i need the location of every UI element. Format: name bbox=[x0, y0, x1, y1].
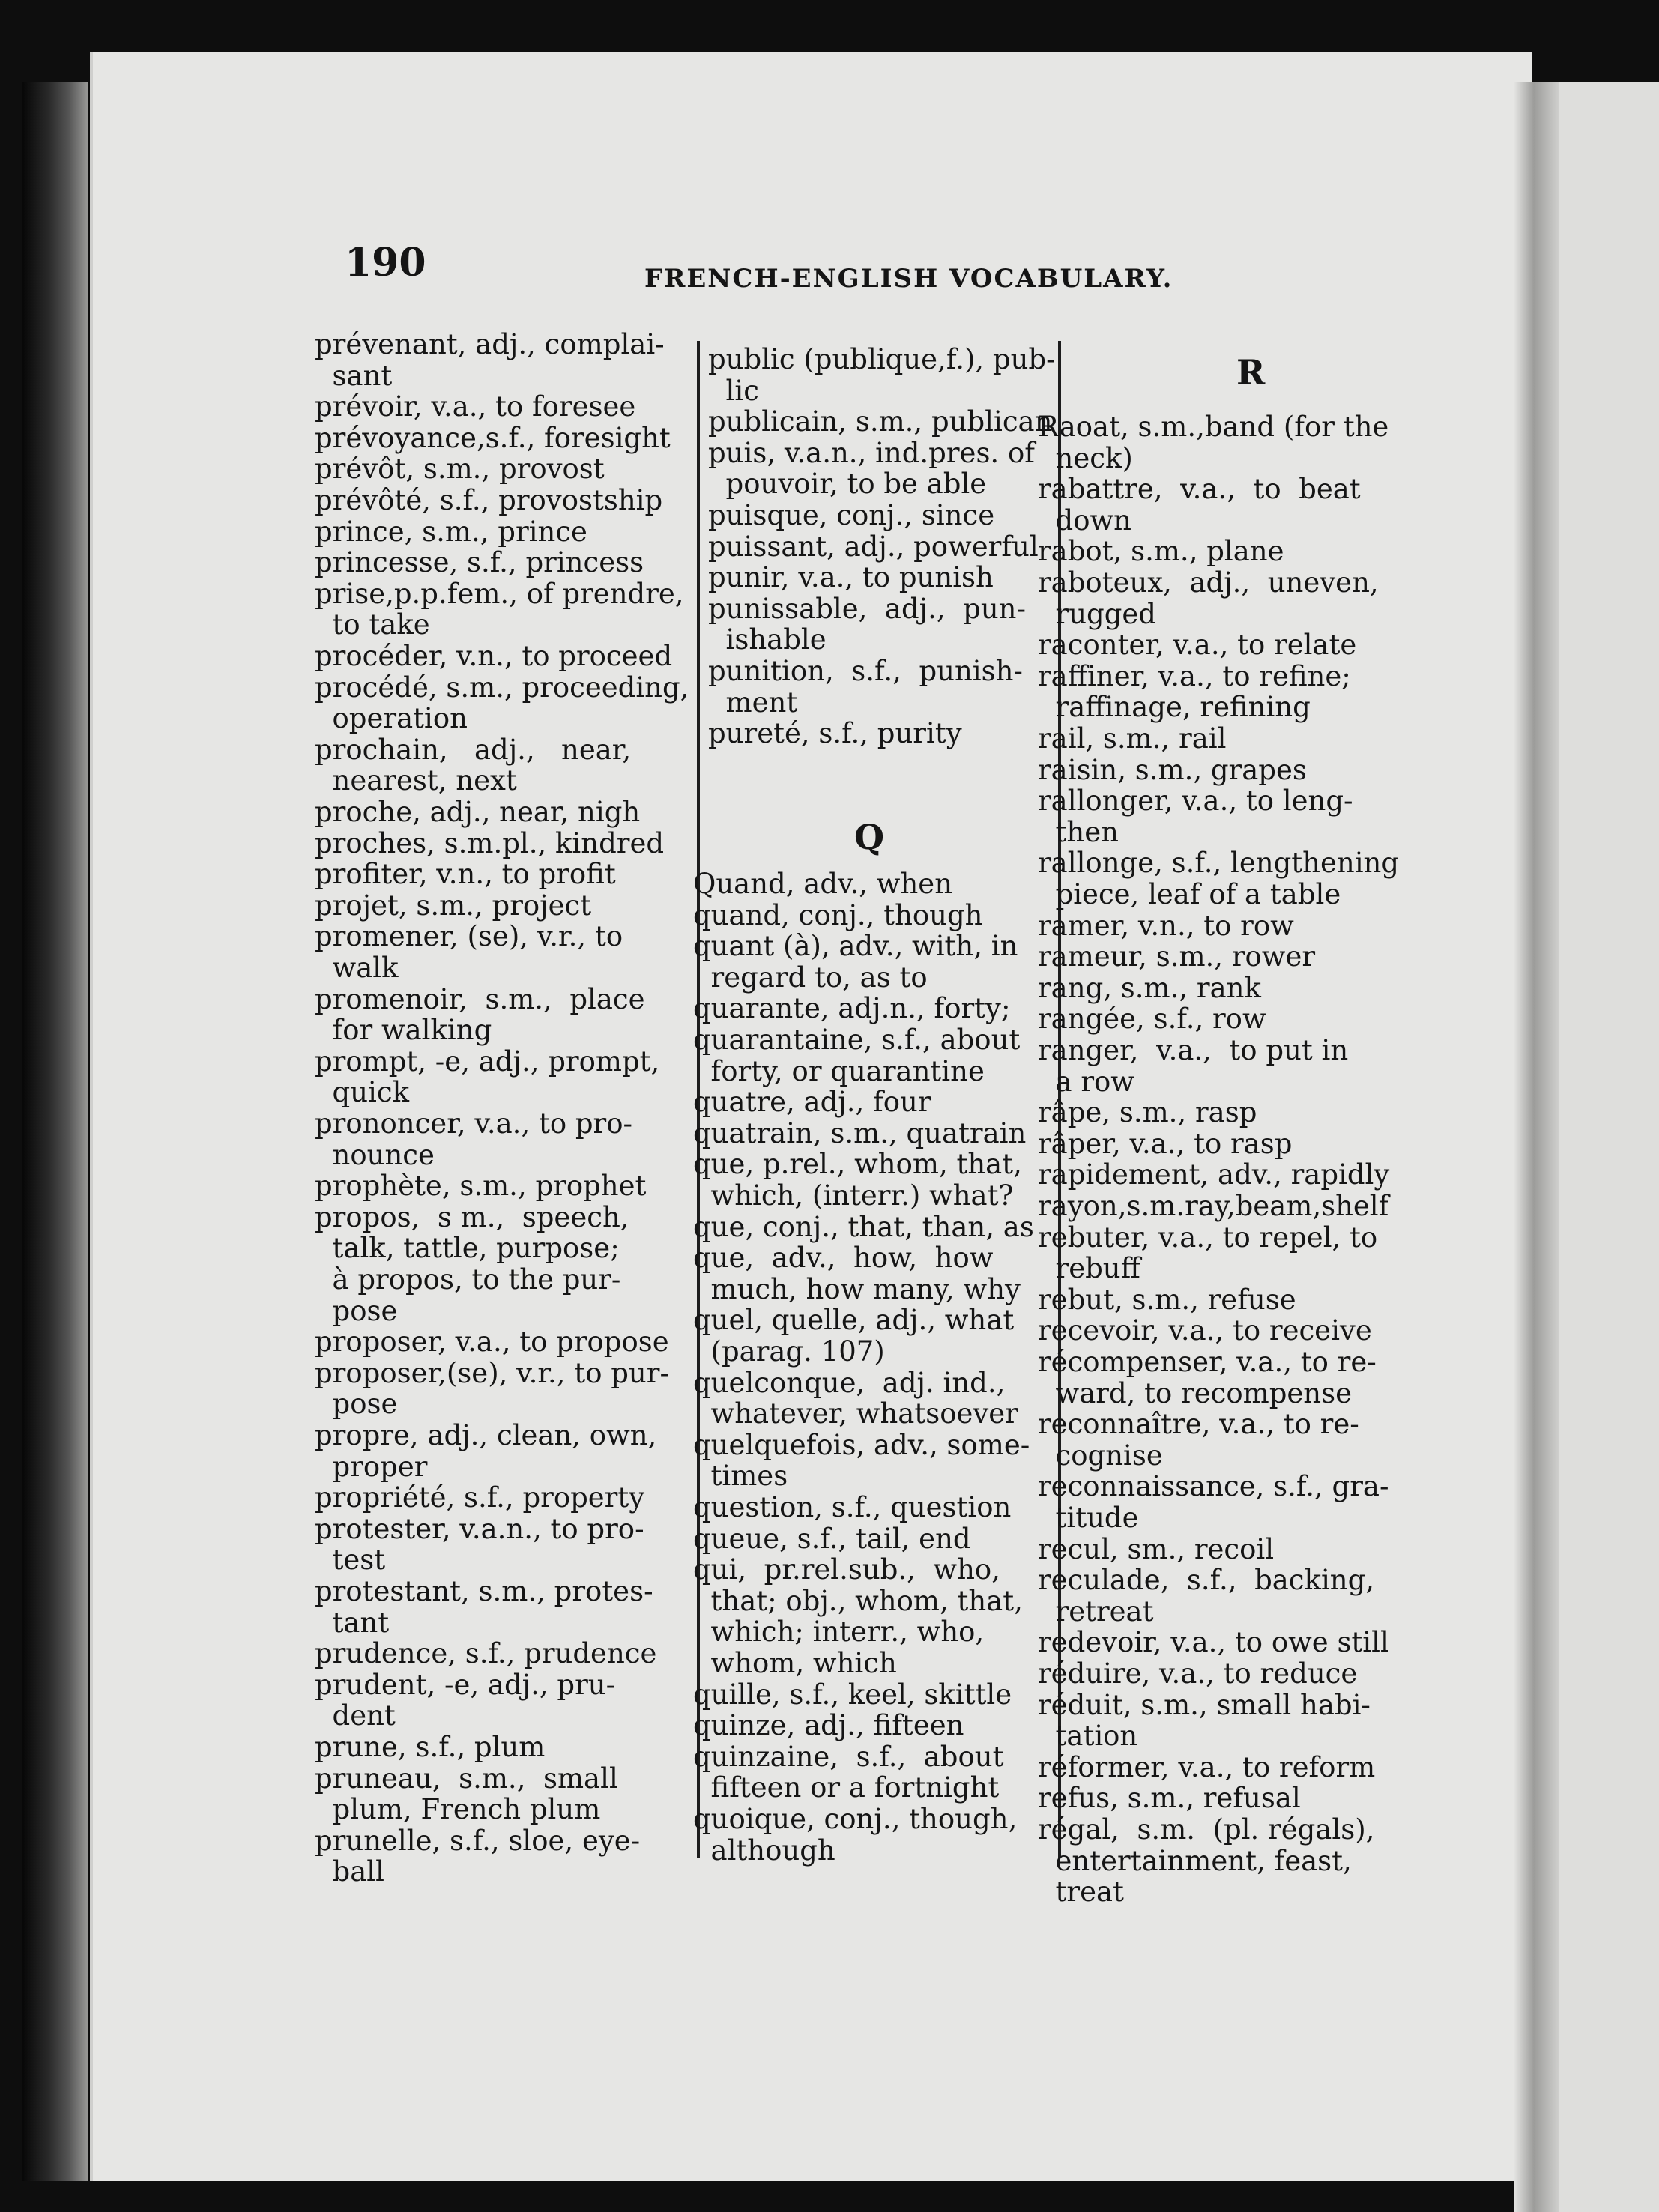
entry-line: rebuff bbox=[1038, 1252, 1140, 1285]
entry-line: puissant, adj., powerful bbox=[708, 530, 1039, 563]
entry-line: Raoat, s.m.,band (for the bbox=[1038, 411, 1389, 443]
entry-line: talk, tattle, purpose; bbox=[315, 1232, 620, 1265]
entry-line: râper, v.a., to rasp bbox=[1038, 1127, 1293, 1160]
entry-line: recul, sm., recoil bbox=[1038, 1532, 1275, 1565]
entry-line: quinzaine, s.f., about bbox=[693, 1740, 1004, 1773]
running-head: FRENCH-ENGLISH VOCABULARY. bbox=[644, 264, 1173, 294]
entry-line: which; interr., who, bbox=[693, 1616, 985, 1649]
entry-line: prunelle, s.f., sloe, eye- bbox=[315, 1824, 641, 1857]
entry-line: rameur, s.m., rower bbox=[1038, 940, 1316, 973]
entry-line: for walking bbox=[315, 1014, 492, 1047]
entry-line: prise,p.p.fem., of prendre, bbox=[315, 577, 684, 610]
entry-line: prudence, s.f., prudence bbox=[315, 1637, 657, 1670]
entry-line: (parag. 107) bbox=[693, 1335, 885, 1368]
entry-line: nearest, next bbox=[315, 764, 517, 797]
entry-line: que, conj., that, than, as bbox=[693, 1210, 1034, 1243]
entry-line: dent bbox=[315, 1699, 396, 1732]
entry-line: prévoyance,s.f., foresight bbox=[315, 421, 671, 454]
entry-line: test bbox=[315, 1544, 386, 1577]
entry-line: ment bbox=[708, 686, 798, 719]
entry-line: prochain, adj., near, bbox=[315, 733, 632, 766]
entry-line: ward, to recompense bbox=[1038, 1377, 1353, 1409]
entry-line: nounce bbox=[315, 1138, 435, 1171]
entry-line: quille, s.f., keel, skittle bbox=[693, 1678, 1012, 1711]
entry-line: proposer,(se), v.r., to pur- bbox=[315, 1356, 669, 1389]
entry-line: recevoir, v.a., to receive bbox=[1038, 1314, 1372, 1347]
entry-line: prononcer, v.a., to pro- bbox=[315, 1107, 633, 1140]
entry-line: that; obj., whom, that, bbox=[693, 1584, 1023, 1617]
entry-line: proposer, v.a., to propose bbox=[315, 1326, 669, 1359]
entry-line: raffiner, v.a., to refine; bbox=[1038, 659, 1351, 692]
entry-line: quoique, conj., though, bbox=[693, 1803, 1018, 1835]
entry-line: que, p.rel., whom, that, bbox=[693, 1148, 1022, 1181]
page-gutter bbox=[1514, 82, 1559, 2212]
entry-line: réduit, s.m., small habi- bbox=[1038, 1688, 1371, 1721]
entry-line: rail, s.m., rail bbox=[1038, 722, 1227, 755]
entry-line: publicain, s.m., publican bbox=[708, 405, 1053, 438]
entry-line: retreat bbox=[1038, 1595, 1154, 1628]
entry-line: to take bbox=[315, 608, 430, 641]
entry-line: redevoir, v.a., to owe still bbox=[1038, 1626, 1389, 1659]
entry-line: prudent, -e, adj., pru- bbox=[315, 1668, 616, 1701]
entry-line: quatrain, s.m., quatrain bbox=[693, 1116, 1027, 1149]
entry-line: punissable, adj., pun- bbox=[708, 592, 1027, 625]
section-letter-r: R bbox=[1236, 352, 1266, 393]
entry-line: reconnaissance, s.f., gra- bbox=[1038, 1470, 1389, 1503]
entry-line: sant bbox=[315, 359, 393, 392]
entry-line: ramer, v.n., to row bbox=[1038, 909, 1294, 942]
entry-line: quel, quelle, adj., what bbox=[693, 1304, 1015, 1337]
entry-line: quarantaine, s.f., about bbox=[693, 1024, 1021, 1056]
entry-line: rallonge, s.f., lengthening bbox=[1038, 847, 1400, 880]
entry-line: propos, s m., speech, bbox=[315, 1200, 629, 1233]
entry-line: propre, adj., clean, own, bbox=[315, 1419, 657, 1451]
entry-line: quelconque, adj. ind., bbox=[693, 1366, 1006, 1399]
entry-line: reconnaître, v.a., to re- bbox=[1038, 1408, 1359, 1441]
entry-line: quinze, adj., fifteen bbox=[693, 1709, 964, 1742]
entry-line: raconter, v.a., to relate bbox=[1038, 629, 1357, 662]
entry-line: Quand, adv., when bbox=[693, 868, 953, 900]
entry-line: rangée, s.f., row bbox=[1038, 1003, 1266, 1036]
entry-line: whatever, whatsoever bbox=[693, 1397, 1018, 1430]
entry-line: prince, s.m., prince bbox=[315, 515, 587, 548]
entry-line: reculade, s.f., backing, bbox=[1038, 1564, 1375, 1597]
entry-line: punir, v.a., to punish bbox=[708, 561, 994, 594]
entry-line: profiter, v.n., to profit bbox=[315, 858, 616, 891]
section-letter-q: Q bbox=[854, 817, 885, 857]
entry-line: operation bbox=[315, 702, 468, 735]
entry-line: protester, v.a.n., to pro- bbox=[315, 1512, 644, 1545]
entry-line: projet, s.m., project bbox=[315, 889, 592, 922]
entry-line: prévôt, s.m., provost bbox=[315, 453, 605, 486]
entry-line: although bbox=[693, 1834, 835, 1867]
entry-line: treat bbox=[1038, 1876, 1124, 1909]
entry-line: réduire, v.a., to reduce bbox=[1038, 1658, 1358, 1690]
entry-line: râpe, s.m., rasp bbox=[1038, 1096, 1257, 1129]
entry-line: cognise bbox=[1038, 1439, 1163, 1472]
entry-line: question, s.f., question bbox=[693, 1491, 1012, 1523]
entry-line: proches, s.m.pl., kindred bbox=[315, 827, 665, 859]
entry-line: procédé, s.m., proceeding, bbox=[315, 671, 689, 704]
entry-line: rang, s.m., rank bbox=[1038, 971, 1261, 1004]
entry-line: tant bbox=[315, 1606, 390, 1639]
entry-line: réformer, v.a., to reform bbox=[1038, 1750, 1376, 1783]
entry-line: raffinage, refining bbox=[1038, 691, 1311, 724]
entry-line: puisque, conj., since bbox=[708, 499, 995, 531]
entry-line: prompt, -e, adj., prompt, bbox=[315, 1045, 660, 1078]
entry-line: ranger, v.a., to put in bbox=[1038, 1034, 1349, 1066]
entry-line: rapidement, adv., rapidly bbox=[1038, 1158, 1390, 1191]
entry-line: plum, French plum bbox=[315, 1793, 601, 1826]
entry-line: rugged bbox=[1038, 597, 1156, 630]
page-number: 190 bbox=[345, 240, 426, 285]
entry-line: punition, s.f., punish- bbox=[708, 655, 1023, 687]
entry-line: prune, s.f., plum bbox=[315, 1731, 546, 1763]
entry-line: times bbox=[693, 1460, 788, 1493]
entry-line: prévoir, v.a., to foresee bbox=[315, 390, 636, 423]
entry-line: regard to, as to bbox=[693, 961, 928, 994]
entry-line: pose bbox=[315, 1294, 398, 1327]
entry-line: quant (à), adv., with, in bbox=[693, 930, 1018, 963]
entry-line: propriété, s.f., property bbox=[315, 1481, 645, 1514]
entry-line: rabattre, v.a., to beat bbox=[1038, 473, 1361, 506]
entry-line: which, (interr.) what? bbox=[693, 1179, 1014, 1212]
entry-line: proper bbox=[315, 1450, 428, 1483]
entry-line: rayon,s.m.ray,beam,shelf bbox=[1038, 1190, 1389, 1222]
entry-line: princesse, s.f., princess bbox=[315, 546, 644, 579]
entry-line: pruneau, s.m., small bbox=[315, 1762, 618, 1795]
entry-line: entertainment, feast, bbox=[1038, 1844, 1352, 1877]
entry-line: a row bbox=[1038, 1065, 1134, 1098]
entry-line: neck) bbox=[1038, 441, 1133, 474]
entry-line: refus, s.m., refusal bbox=[1038, 1782, 1301, 1815]
entry-line: walk bbox=[315, 952, 399, 984]
entry-line: ishable bbox=[708, 623, 827, 656]
entry-line: lic bbox=[708, 374, 759, 407]
entry-line: quatre, adj., four bbox=[693, 1086, 931, 1119]
entry-line: much, how many, why bbox=[693, 1272, 1021, 1305]
entry-line: récompenser, v.a., to re- bbox=[1038, 1346, 1377, 1378]
book-spine bbox=[22, 82, 88, 2181]
entry-line: pose bbox=[315, 1388, 398, 1421]
entry-line: quelquefois, adv., some- bbox=[693, 1428, 1030, 1461]
entry-line: pouvoir, to be able bbox=[708, 468, 987, 501]
entry-line: que, adv., how, how bbox=[693, 1242, 994, 1275]
entry-line: titude bbox=[1038, 1502, 1139, 1534]
entry-line: à propos, to the pur- bbox=[315, 1263, 621, 1296]
entry-line: queue, s.f., tail, end bbox=[693, 1522, 971, 1555]
entry-line: quand, conj., though bbox=[693, 898, 983, 931]
entry-line: rabot, s.m., plane bbox=[1038, 535, 1284, 568]
entry-line: pureté, s.f., purity bbox=[708, 717, 962, 750]
entry-line: prophète, s.m., prophet bbox=[315, 1170, 647, 1203]
entry-line: proche, adj., near, nigh bbox=[315, 796, 641, 828]
entry-line: prévôté, s.f., provostship bbox=[315, 484, 663, 516]
entry-line: prévenant, adj., complai- bbox=[315, 328, 665, 360]
entry-line: rebut, s.m., refuse bbox=[1038, 1283, 1296, 1316]
entry-line: qui, pr.rel.sub., who, bbox=[693, 1553, 1000, 1586]
entry-line: then bbox=[1038, 815, 1119, 848]
entry-line: promenoir, s.m., place bbox=[315, 982, 645, 1015]
entry-line: tation bbox=[1038, 1720, 1138, 1753]
entry-line: fifteen or a fortnight bbox=[693, 1771, 1000, 1804]
entry-line: puis, v.a.n., ind.pres. of bbox=[708, 436, 1035, 469]
entry-line: piece, leaf of a table bbox=[1038, 878, 1341, 910]
entry-line: whom, which bbox=[693, 1647, 897, 1679]
entry-line: ball bbox=[315, 1855, 384, 1888]
entry-line: raisin, s.m., grapes bbox=[1038, 753, 1307, 786]
entry-line: rebuter, v.a., to repel, to bbox=[1038, 1221, 1378, 1254]
entry-line: procéder, v.n., to proceed bbox=[315, 640, 673, 672]
entry-line: quick bbox=[315, 1076, 410, 1109]
entry-line: public (publique,f.), pub- bbox=[708, 343, 1056, 375]
entry-line: rallonger, v.a., to leng- bbox=[1038, 785, 1353, 818]
entry-line: quarante, adj.n., forty; bbox=[693, 992, 1011, 1025]
entry-line: régal, s.m. (pl. régals), bbox=[1038, 1813, 1375, 1846]
entry-line: promener, (se), v.r., to bbox=[315, 920, 623, 953]
entry-line: protestant, s.m., protes- bbox=[315, 1575, 653, 1607]
entry-line: forty, or quarantine bbox=[693, 1054, 985, 1087]
entry-line: down bbox=[1038, 504, 1131, 537]
entry-line: raboteux, adj., uneven, bbox=[1038, 566, 1379, 599]
